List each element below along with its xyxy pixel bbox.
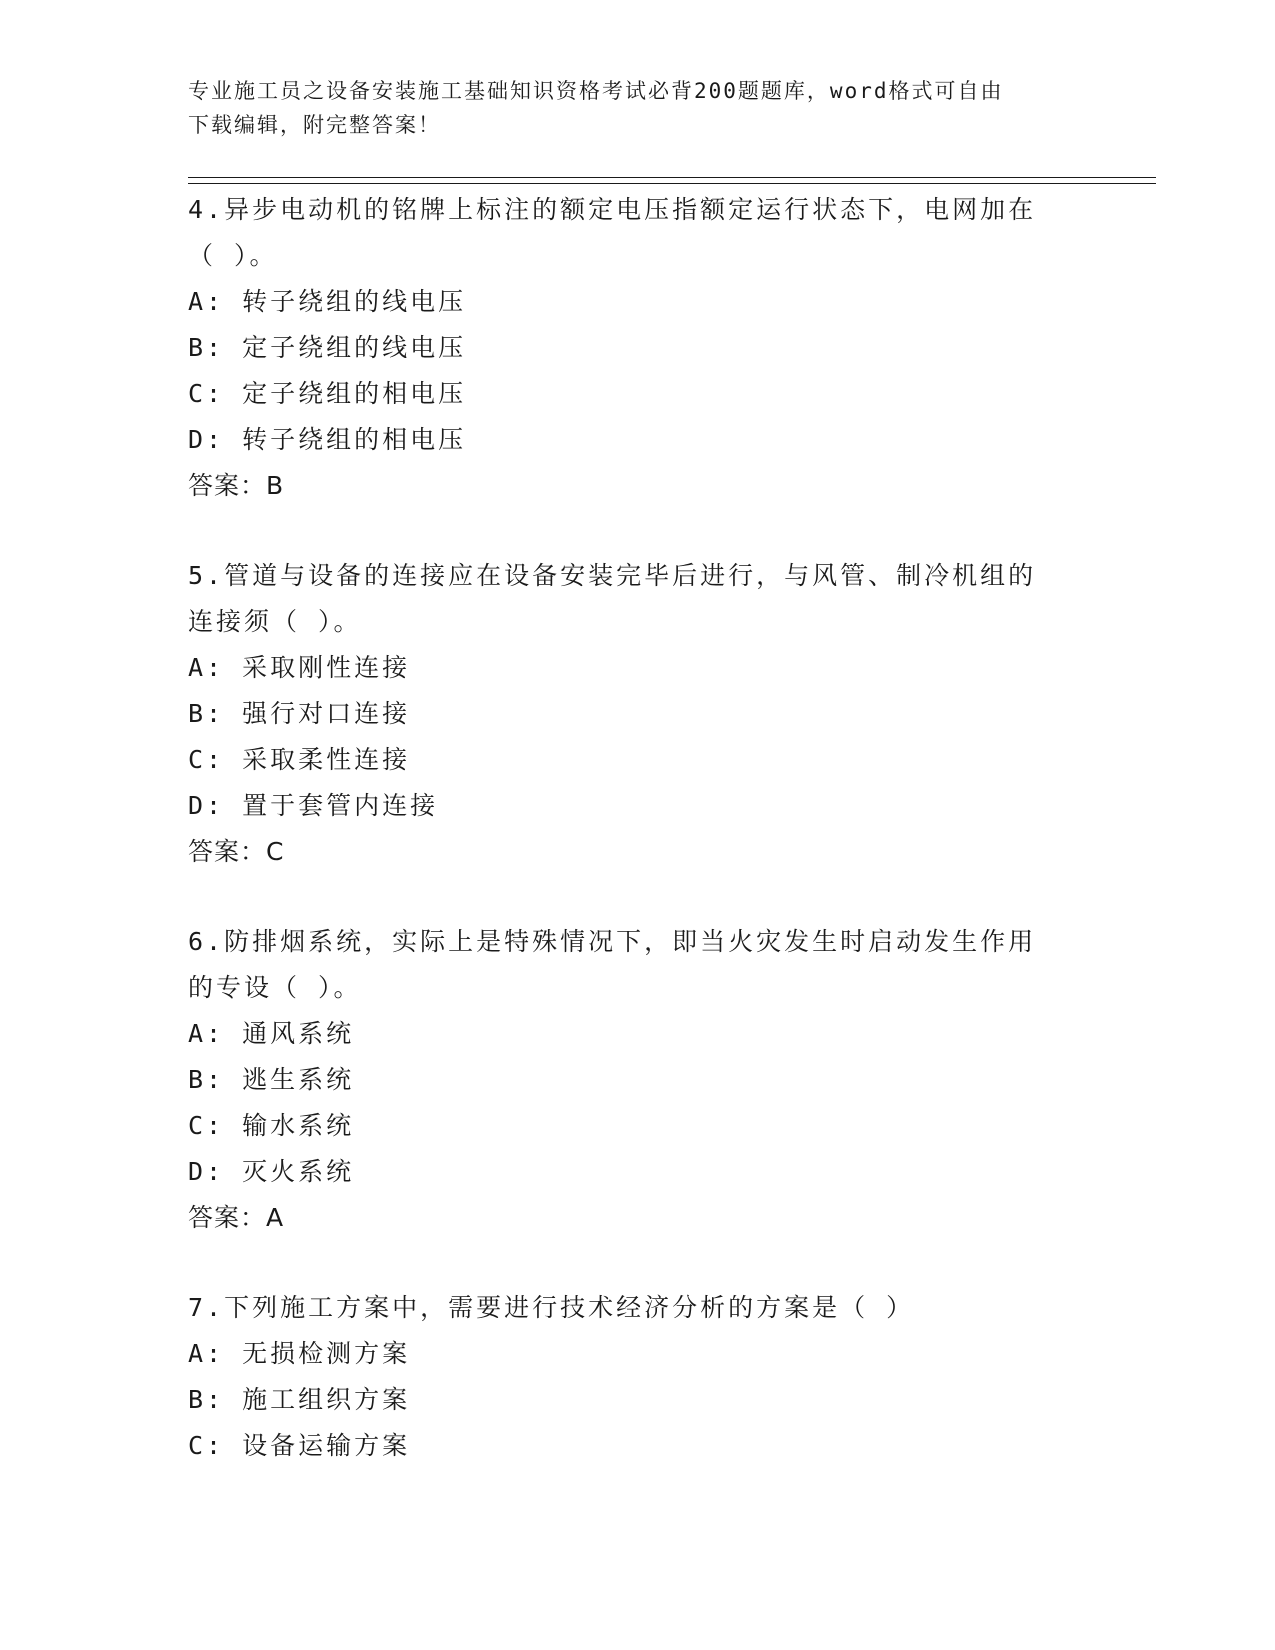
question-7 (188, 1285, 1088, 1469)
answer-line: 答案：C (188, 837, 285, 866)
option-d: D: 置于套管内连接 (188, 791, 439, 820)
option-c: C: 输水系统 (188, 1111, 355, 1140)
option-a: A: 转子绕组的线电压 (188, 287, 467, 316)
header-divider-top (188, 177, 1156, 178)
question-4 (188, 187, 1088, 509)
question-list (188, 187, 1088, 1513)
question-stem: 7.下列施工方案中，需要进行技术经济分析的方案是（ ） (188, 1293, 915, 1322)
header-divider-bottom (188, 183, 1156, 184)
answer-line: 答案：B (188, 471, 285, 500)
question-5 (188, 553, 1088, 875)
option-d: D: 转子绕组的相电压 (188, 425, 467, 454)
header-line-2: 下载编辑，附完整答案！ (188, 113, 441, 137)
option-a: A: 采取刚性连接 (188, 653, 411, 682)
option-b: B: 逃生系统 (188, 1065, 355, 1094)
option-d: D: 灭火系统 (188, 1157, 355, 1186)
option-c: C: 采取柔性连接 (188, 745, 411, 774)
option-b: B: 施工组织方案 (188, 1385, 411, 1414)
question-6 (188, 919, 1088, 1241)
question-stem-continued: （ ）。 (188, 241, 278, 270)
question-stem-continued: 连接须（ ）。 (188, 607, 362, 636)
option-b: B: 强行对口连接 (188, 699, 411, 728)
question-stem: 5.管道与设备的连接应在设备安装完毕后进行，与风管、制冷机组的 (188, 561, 1037, 590)
option-a: A: 无损检测方案 (188, 1339, 411, 1368)
option-c: C: 设备运输方案 (188, 1431, 411, 1460)
option-b: B: 定子绕组的线电压 (188, 333, 467, 362)
question-stem-continued: 的专设（ ）。 (188, 973, 362, 1002)
question-stem: 6.防排烟系统，实际上是特殊情况下，即当火灾发生时启动发生作用 (188, 927, 1037, 956)
header-line-1: 专业施工员之设备安装施工基础知识资格考试必背200题题库，word格式可自由 (188, 79, 1004, 103)
question-stem: 4.异步电动机的铭牌上标注的额定电压指额定运行状态下，电网加在 (188, 195, 1037, 224)
document-header (188, 74, 1068, 142)
option-a: A: 通风系统 (188, 1019, 355, 1048)
answer-line: 答案：A (188, 1203, 285, 1232)
option-c: C: 定子绕组的相电压 (188, 379, 467, 408)
